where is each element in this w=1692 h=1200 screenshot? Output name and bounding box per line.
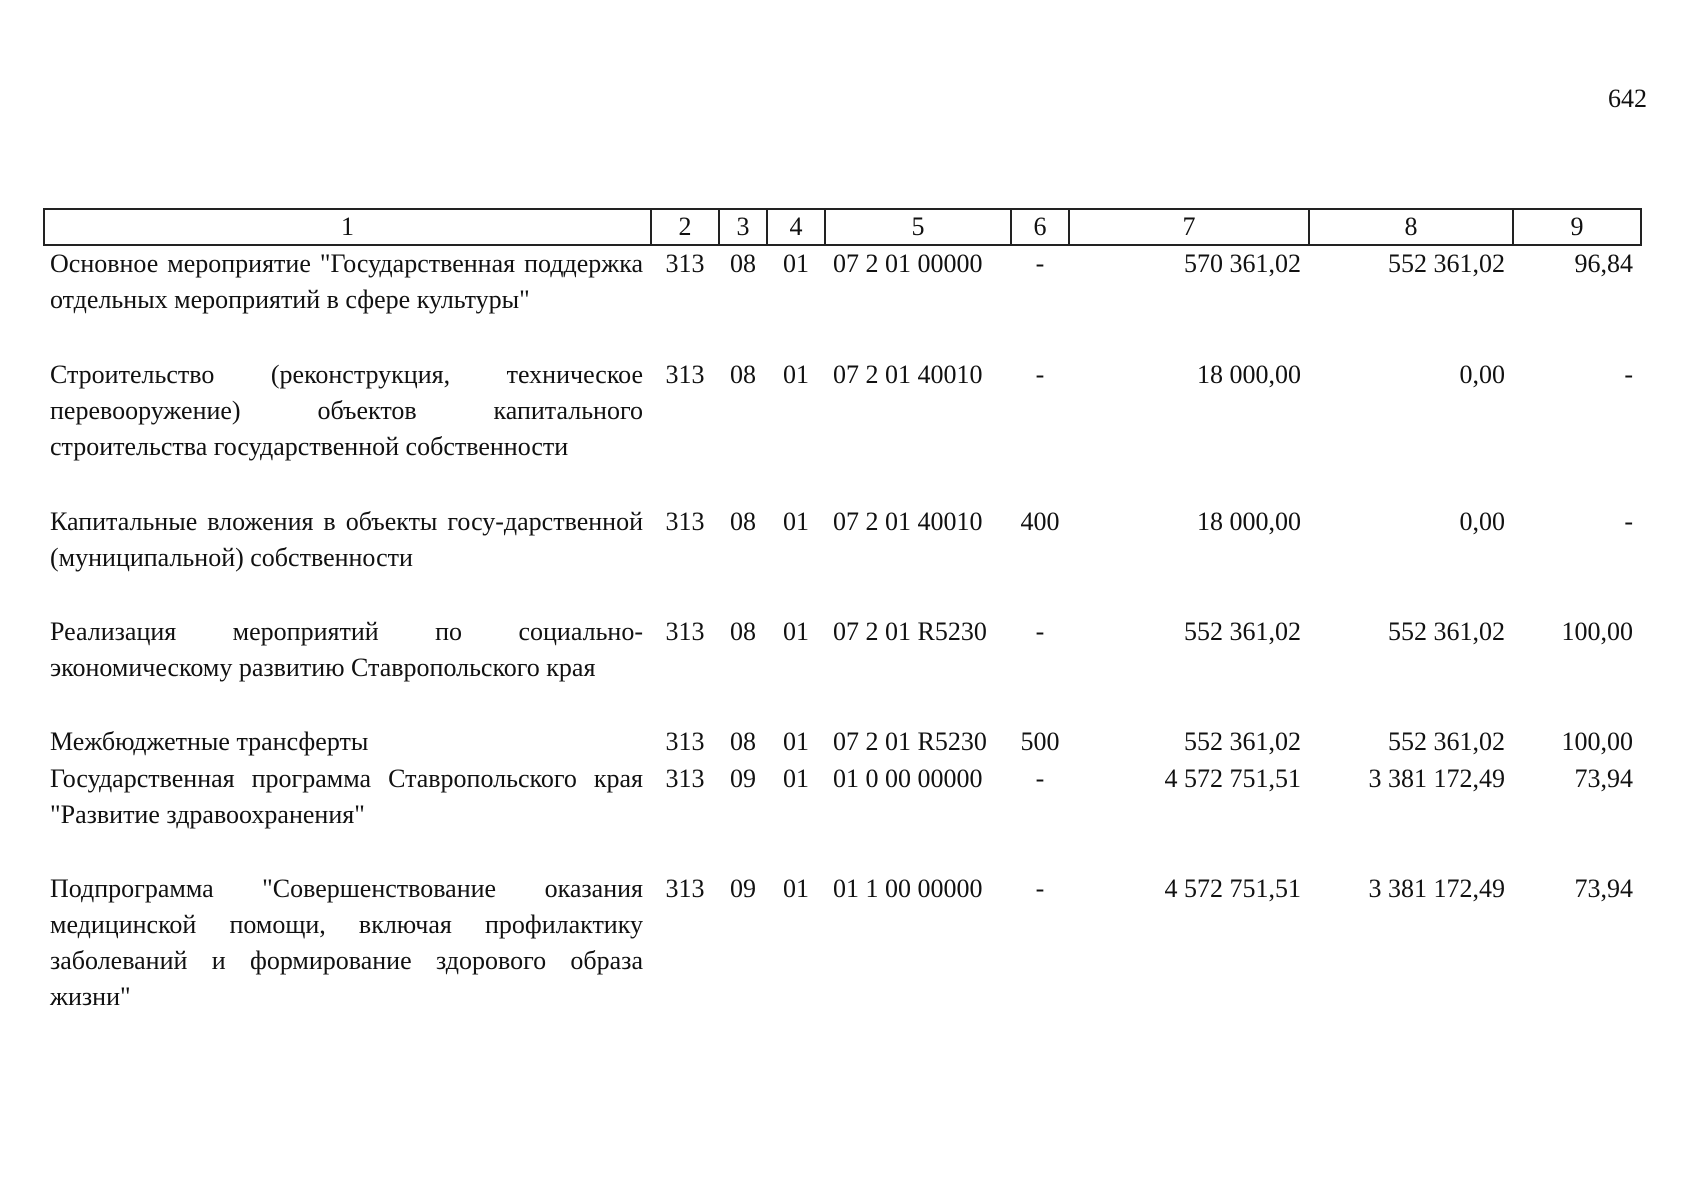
row-c4: 01 <box>783 617 809 646</box>
row-c6: - <box>1035 360 1045 389</box>
table-row <box>44 357 1641 504</box>
table-row <box>44 724 1641 761</box>
header-cell: 3 <box>719 209 767 245</box>
row-c5: 07 2 01 40010 <box>833 360 983 389</box>
table-row <box>44 871 1641 1017</box>
row-c6: 400 <box>1020 507 1060 536</box>
row-c4: 01 <box>783 249 809 278</box>
row-c4: 01 <box>783 360 809 389</box>
row-c4: 01 <box>783 764 809 793</box>
row-c8: 552 361,02 <box>1388 617 1505 646</box>
budget-table <box>43 208 1642 1017</box>
row-c3: 08 <box>730 507 756 536</box>
row-name: Межбюджетные трансферты <box>50 727 369 756</box>
row-c8: 0,00 <box>1459 360 1505 389</box>
row-c2: 313 <box>665 249 705 278</box>
row-c8: 3 381 172,49 <box>1368 874 1505 903</box>
row-c7: 18 000,00 <box>1197 507 1301 536</box>
row-c5: 07 2 01 R5230 <box>833 617 987 646</box>
header-cell: 8 <box>1309 209 1513 245</box>
table-row <box>44 245 1641 357</box>
row-name: Реализация мероприятий по социально-экономическому развитию Ставропольского края <box>50 617 643 682</box>
header-cell: 7 <box>1069 209 1309 245</box>
row-c9: 73,94 <box>1574 874 1633 903</box>
row-c7: 18 000,00 <box>1197 360 1301 389</box>
header-cell: 6 <box>1011 209 1069 245</box>
row-c8: 552 361,02 <box>1388 727 1505 756</box>
row-c9: - <box>1624 360 1633 389</box>
row-c4: 01 <box>783 727 809 756</box>
row-c6: - <box>1035 764 1045 793</box>
table-row <box>44 614 1641 724</box>
row-c2: 313 <box>665 727 705 756</box>
row-c8: 3 381 172,49 <box>1368 764 1505 793</box>
table-row <box>44 504 1641 614</box>
row-c4: 01 <box>783 507 809 536</box>
table-row <box>44 761 1641 871</box>
row-c6: - <box>1035 617 1045 646</box>
row-c7: 4 572 751,51 <box>1164 764 1301 793</box>
row-c9: 96,84 <box>1574 249 1633 278</box>
row-c5: 01 1 00 00000 <box>833 874 983 903</box>
header-cell: 5 <box>825 209 1011 245</box>
row-c7: 4 572 751,51 <box>1164 874 1301 903</box>
row-name: Капитальные вложения в объекты госу-дарственной (муниципальной) собственности <box>50 507 643 572</box>
row-c2: 313 <box>665 764 705 793</box>
row-c9: - <box>1624 507 1633 536</box>
row-c4: 01 <box>783 874 809 903</box>
row-c3: 08 <box>730 360 756 389</box>
row-c2: 313 <box>665 874 705 903</box>
row-c2: 313 <box>665 507 705 536</box>
row-c2: 313 <box>665 360 705 389</box>
header-cell: 4 <box>767 209 825 245</box>
row-name: Строительство (реконструкция, техническое перевооружение) объектов капитального строительства государственной собственности <box>50 360 643 461</box>
row-c6: - <box>1035 249 1045 278</box>
row-c3: 08 <box>730 249 756 278</box>
row-c8: 552 361,02 <box>1388 249 1505 278</box>
row-c5: 07 2 01 R5230 <box>833 727 987 756</box>
row-c8: 0,00 <box>1459 507 1505 536</box>
row-c6: - <box>1035 874 1045 903</box>
header-cell: 1 <box>44 209 651 245</box>
page-number: 642 <box>1608 84 1647 113</box>
row-c2: 313 <box>665 617 705 646</box>
row-c7: 552 361,02 <box>1184 727 1301 756</box>
row-c7: 552 361,02 <box>1184 617 1301 646</box>
row-c3: 08 <box>730 617 756 646</box>
row-c3: 09 <box>730 764 756 793</box>
row-name: Основное мероприятие "Государственная поддержка отдельных мероприятий в сфере культуры" <box>50 249 643 314</box>
row-c6: 500 <box>1020 727 1060 756</box>
row-c3: 08 <box>730 727 756 756</box>
row-c9: 73,94 <box>1574 764 1633 793</box>
header-cell: 9 <box>1513 209 1641 245</box>
row-c5: 07 2 01 40010 <box>833 507 983 536</box>
row-c7: 570 361,02 <box>1184 249 1301 278</box>
header-cell: 2 <box>651 209 719 245</box>
row-c9: 100,00 <box>1561 617 1633 646</box>
row-name: Подпрограмма "Совершенствование оказания медицинской помощи, включая профилактику заболеваний и формирование здорового образа жизни" <box>50 874 643 1011</box>
row-c3: 09 <box>730 874 756 903</box>
row-c9: 100,00 <box>1561 727 1633 756</box>
row-name: Государственная программа Ставропольского края "Развитие здравоохранения" <box>50 764 643 829</box>
row-c5: 07 2 01 00000 <box>833 249 983 278</box>
table-header-row <box>44 209 1641 245</box>
row-c5: 01 0 00 00000 <box>833 764 983 793</box>
